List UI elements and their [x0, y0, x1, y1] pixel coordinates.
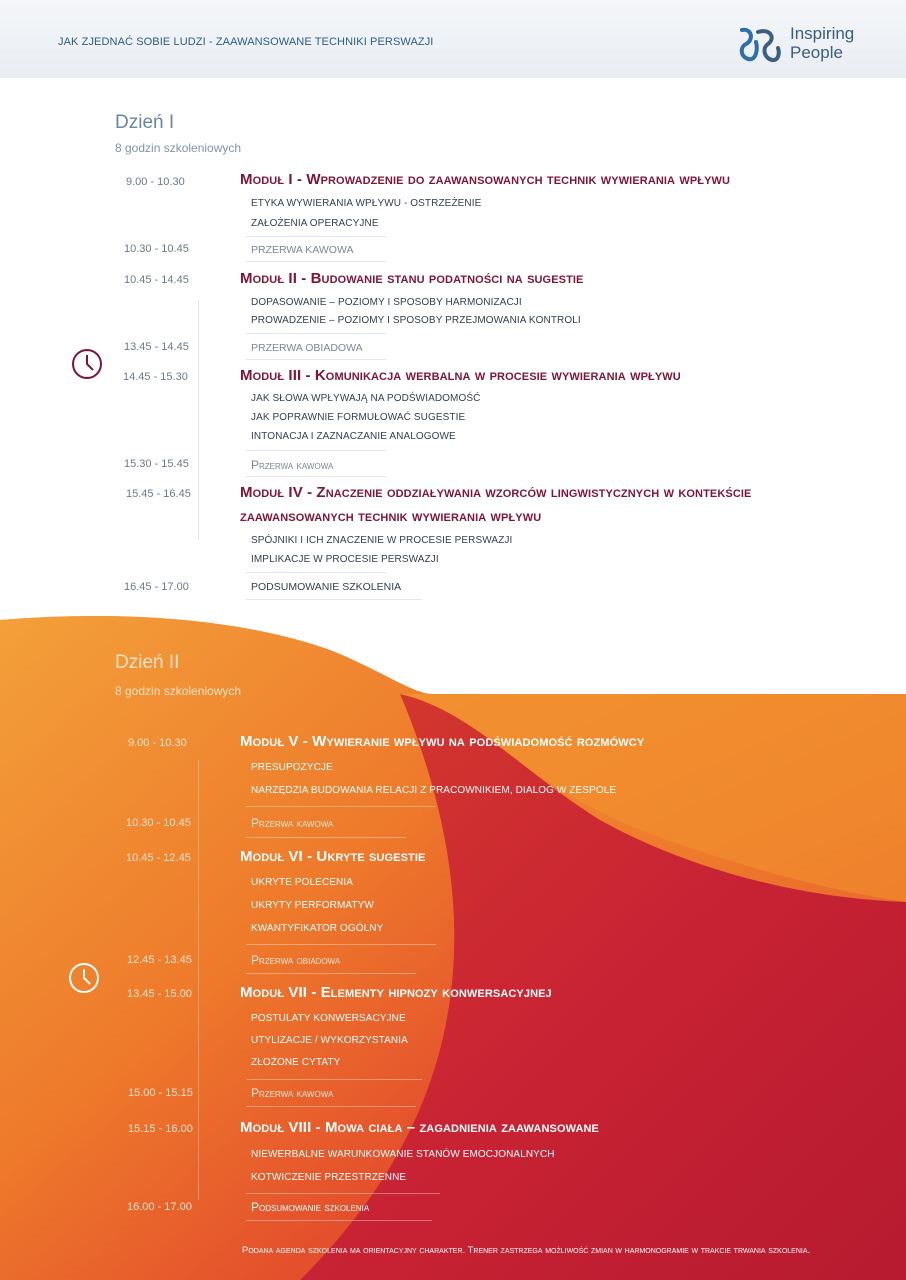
separator: [246, 599, 422, 600]
clock-icon: [71, 348, 103, 380]
module-item: DOPASOWANIE – POZIOMY I SPOSOBY HARMONIZACJI: [251, 297, 522, 308]
time-slot: 10.45 - 12.45: [126, 852, 191, 864]
module-item: ZŁOŻONE CYTATY: [251, 1057, 341, 1068]
time-slot: 9.00 - 10.30: [128, 737, 187, 749]
time-slot: 13.45 - 15.00: [127, 988, 192, 1000]
module-heading: Moduł II - Budowanie stanu podatności na sugestie: [240, 270, 584, 287]
module-item: JAK POPRAWNIE FORMUŁOWAĆ SUGESTIE: [251, 412, 466, 423]
logo-line-1: Inspiring: [790, 24, 855, 43]
module-item: PROWADZENIE – POZIOMY I SPOSOBY PRZEJMOWANIA KONTROLI: [251, 315, 581, 326]
logo-mark-icon: [736, 26, 784, 64]
separator: [246, 359, 386, 360]
day2-timeline-divider: [198, 760, 199, 1200]
separator: [246, 944, 436, 945]
module-heading: Moduł VIII - Mowa ciała – zagadnienia zaawansowane: [240, 1119, 599, 1136]
day1-title: Dzień I: [115, 112, 175, 133]
separator: [246, 450, 386, 451]
module-item: IMPLIKACJE W PROCESIE PERSWAZJI: [251, 554, 439, 565]
time-slot: 13.45 - 14.45: [124, 341, 189, 353]
time-slot: 15.00 - 15.15: [128, 1087, 193, 1099]
break-label: Przerwa kawowa: [251, 816, 334, 830]
module-heading: Moduł IV - Znaczenie oddziaływania wzorców lingwistycznych w kontekście: [240, 484, 752, 501]
day1-subtitle: 8 godzin szkoleniowych: [115, 141, 242, 155]
day2-subtitle: 8 godzin szkoleniowych: [115, 684, 242, 698]
time-slot: 16.45 - 17.00: [124, 581, 189, 593]
break-label: Przerwa kawowa: [251, 1086, 334, 1100]
separator: [246, 572, 386, 573]
summary-label: Podsumowanie szkolenia: [251, 1200, 370, 1214]
module-item: INTONACJA I ZAZNACZANIE ANALOGOWE: [251, 431, 456, 442]
module-item: UKRYTY PERFORMATYW: [251, 900, 374, 911]
module-heading: Moduł I - Wprowadzenie do zaawansowanych technik wywierania wpływu: [240, 171, 731, 188]
summary-label: PODSUMOWANIE SZKOLENIA: [251, 581, 402, 593]
module-heading: Moduł VII - Elementy hipnozy konwersacyjnej: [240, 984, 552, 1001]
separator: [246, 837, 406, 838]
time-slot: 15.45 - 16.45: [126, 488, 191, 500]
day2-title: Dzień II: [115, 652, 180, 673]
module-heading: Moduł VI - Ukryte sugestie: [240, 848, 426, 865]
separator: [246, 806, 436, 807]
time-slot: 15.30 - 15.45: [124, 458, 189, 470]
clock-icon: [68, 962, 100, 994]
time-slot: 14.45 - 15.30: [123, 371, 188, 383]
page-header: [0, 0, 906, 78]
module-item: UTYLIZACJE / WYKORZYSTANIA: [251, 1035, 408, 1046]
module-item: SPÓJNIKI I ICH ZNACZENIE W PROCESIE PERSWAZJI: [251, 535, 513, 546]
document-title: JAK ZJEDNAĆ SOBIE LUDZI - ZAAWANSOWANE TECHNIKI PERSWAZJI: [58, 36, 434, 48]
module-item: NIEWERBALNE WARUNKOWANIE STANÓW EMOCJONALNYCH: [251, 1149, 555, 1160]
separator: [246, 261, 386, 262]
time-slot: 9.00 - 10.30: [126, 176, 185, 188]
module-item: PRESUPOZYCJE: [251, 762, 333, 773]
inspiring-people-logo: [736, 24, 866, 64]
logo-line-2: People: [790, 43, 843, 62]
time-slot: 16.00 - 17.00: [127, 1201, 192, 1213]
wave-background: [0, 600, 906, 1280]
break-label: Przerwa obiadowa: [251, 953, 341, 967]
separator: [246, 236, 386, 237]
separator: [246, 1220, 432, 1221]
separator: [246, 1193, 440, 1194]
time-slot: 12.45 - 13.45: [127, 954, 192, 966]
break-label: PRZERWA OBIADOWA: [251, 342, 363, 354]
separator: [246, 476, 386, 477]
time-slot: 15.15 - 16.00: [128, 1123, 193, 1135]
time-slot: 10.30 - 10.45: [126, 817, 191, 829]
module-item: KOTWICZENIE PRZESTRZENNE: [251, 1172, 407, 1183]
module-item: ETYKA WYWIERANIA WPŁYWU - OSTRZEŻENIE: [251, 198, 482, 209]
separator: [246, 1079, 422, 1080]
separator: [246, 333, 386, 334]
module-item: JAK SŁOWA WPŁYWAJĄ NA PODŚWIADOMOŚĆ: [251, 393, 481, 404]
module-item: UKRYTE POLECENIA: [251, 877, 354, 888]
day1-timeline-divider: [198, 300, 199, 540]
break-label: PRZERWA KAWOWA: [251, 244, 354, 256]
module-heading-continued: zaawansowanych technik wywierania wpływu: [240, 508, 542, 525]
module-item: NARZĘDZIA BUDOWANIA RELACJI Z PRACOWNIKIEM, DIALOG W ZESPOLE: [251, 785, 617, 796]
separator: [246, 1106, 416, 1107]
footer-disclaimer: Podana agenda szkolenia ma orientacyjny charakter. Trener zastrzega możliwość zmian w harmonogramie w trakcie trwania szkolenia.: [242, 1245, 811, 1256]
separator: [246, 973, 416, 974]
module-heading: Moduł V - Wywieranie wpływu na podświadomość rozmówcy: [240, 733, 645, 750]
time-slot: 10.30 - 10.45: [124, 243, 189, 255]
module-item: POSTULATY KONWERSACYJNE: [251, 1013, 406, 1024]
module-item: ZAŁOŻENIA OPERACYJNE: [251, 218, 379, 229]
break-label: Przerwa kawowa: [251, 458, 334, 472]
time-slot: 10.45 - 14.45: [124, 274, 189, 286]
logo-text: [790, 24, 854, 62]
module-item: KWANTYFIKATOR OGÓLNY: [251, 923, 384, 934]
module-heading: Moduł III - Komunikacja werbalna w procesie wywierania wpływu: [240, 367, 681, 384]
